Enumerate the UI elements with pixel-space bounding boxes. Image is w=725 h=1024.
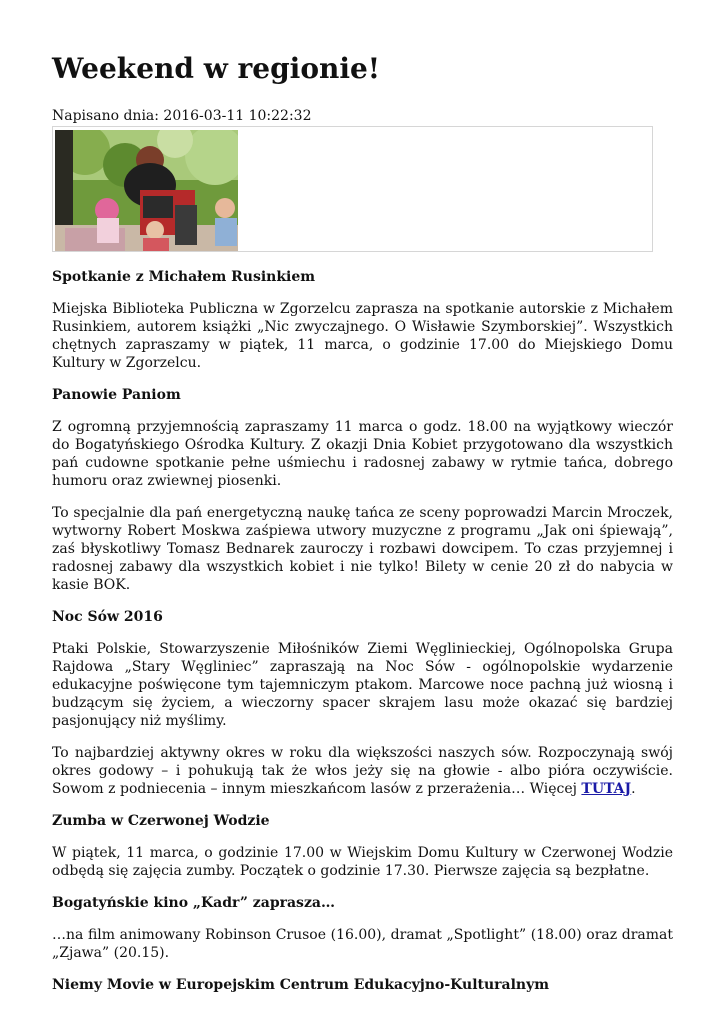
- section-heading: Noc Sów 2016: [52, 609, 163, 625]
- section-paragraph: Miejska Biblioteka Publiczna w Zgorzelcu zaprasza na spotkanie autorskie z Michałem Rusinkiem, autorem książki „Nic zwyczajnego. O Wisławie Szymborskiej”. Wszystkich chętnych zapraszamy w piątek, 11 marca, o godzinie 17.00 do Miejskiego Domu Kultury w Zgorzelcu.: [52, 301, 673, 371]
- section-paragraph: Z ogromną przyjemnością zapraszamy 11 marca o godz. 18.00 na wyjątkowy wieczór do Bogatyńskiego Ośrodka Kultury. Z okazji Dnia Kobiet przygotowano dla wszystkich pań cudowne spotkanie pełne uśmiechu i radosnej zabawy w rytmie tańca, dobrego humoru oraz zwiewnej piosenki.: [52, 419, 673, 489]
- section-paragraph-with-link: [52, 744, 673, 798]
- section-paragraph: W piątek, 11 marca, o godzinie 17.00 w Wiejskim Domu Kultury w Czerwonej Wodzie odbędą się zajęcia zumby. Początek o godzinie 17.30. Pierwsze zajęcia są bezpłatne.: [52, 845, 673, 879]
- photo-illustration: [55, 130, 238, 251]
- paragraph-end: .: [631, 781, 636, 797]
- section-heading: Spotkanie z Michałem Rusinkiem: [52, 269, 316, 285]
- paragraph-text: To najbardziej aktywny okres w roku dla większości naszych sów. Rozpoczynają swój okres godowy – i pohukują tak że włos jeży się na głowie - albo pióra oczywiście. Sowom z podniecenia – innym mieszkańcom lasów z przerażenia… Więcej: [52, 745, 673, 797]
- article-body: [52, 268, 673, 1008]
- section-paragraph: To specjalnie dla pań energetyczną naukę tańca ze sceny poprowadzi Marcin Mroczek, wytworny Robert Moskwa zaśpiewa utwory muzyczne z programu „Jak oni śpiewają”, zaś błyskotliwy Tomasz Bednarek zauroczy i rozbawi dowcipem. To czas przyjemnej i radosnej zabawy dla wszystkich kobiet i nie tylko! Bilety w cenie 20 zł do nabycia w kasie BOK.: [52, 505, 673, 593]
- more-link[interactable]: TUTAJ: [581, 781, 632, 797]
- section-paragraph: …na film animowany Robinson Crusoe (16.00), dramat „Spotlight” (18.00) oraz dramat „Zjawa” (20.15).: [52, 927, 673, 961]
- section-heading: Bogatyńskie kino „Kadr” zaprasza…: [52, 895, 335, 911]
- article-photo: [55, 130, 238, 251]
- article-image-frame: [52, 126, 653, 252]
- section-heading: Niemy Movie w Europejskim Centrum Edukacyjno-Kulturalnym: [52, 977, 550, 993]
- post-date: Napisano dnia: 2016-03-11 10:22:32: [52, 108, 312, 124]
- section-heading: Zumba w Czerwonej Wodzie: [52, 813, 270, 829]
- section-paragraph: Ptaki Polskie, Stowarzyszenie Miłośników Ziemi Węglinieckiej, Ogólnopolska Grupa Rajdowa „Stary Węgliniec” zapraszają na Noc Sów - ogólnopolskie wydarzenie edukacyjne poświęcone tym tajemniczym ptakom. Marcowe noce pachną już wiosną i budzącym się życiem, a wieczorny spacer skrajem lasu może okazać się bardziej pasjonujący niż myślimy.: [52, 641, 673, 729]
- section-heading: Panowie Paniom: [52, 387, 181, 403]
- page-title: Weekend w regionie!: [52, 52, 381, 85]
